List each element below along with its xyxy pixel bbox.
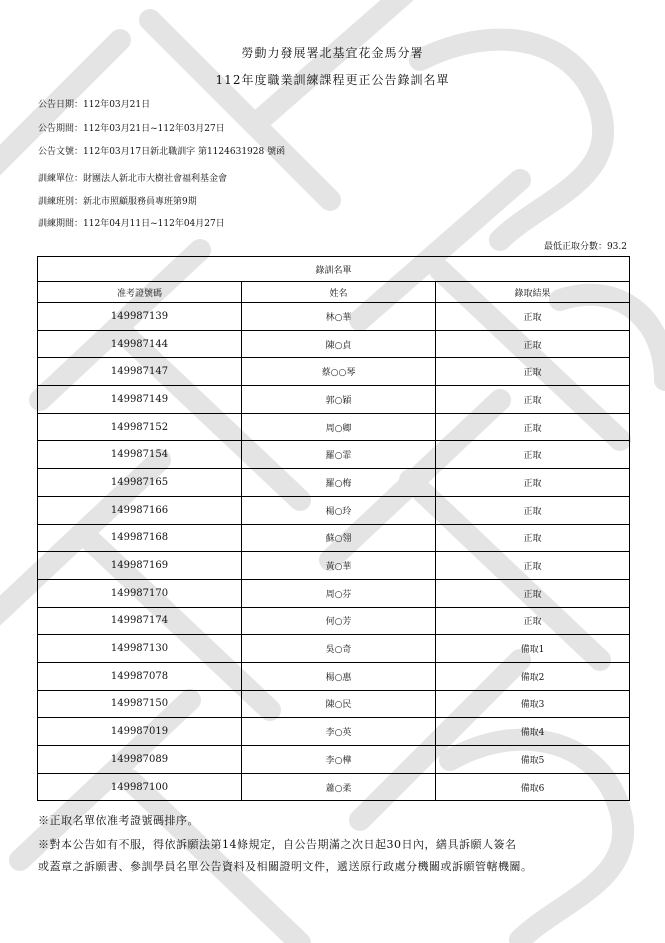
- cell-result: 備取4: [436, 718, 630, 746]
- cell-result: 備取5: [436, 746, 630, 774]
- meta-training-unit: [38, 171, 227, 184]
- cell-exam-number: 149987144: [38, 330, 242, 358]
- cell-name: 周○卿: [242, 413, 436, 441]
- cell-exam-number: 149987166: [38, 496, 242, 524]
- cell-result: 備取1: [436, 635, 630, 663]
- cell-name: 何○芳: [242, 607, 436, 635]
- cell-name: 黃○華: [242, 552, 436, 580]
- cell-exam-number: 149987089: [38, 746, 242, 774]
- header-name: 姓名: [242, 282, 436, 303]
- cell-exam-number: 149987100: [38, 773, 242, 801]
- cell-result: 正取: [436, 386, 630, 414]
- table-row: [38, 635, 630, 663]
- cell-name: 李○英: [242, 718, 436, 746]
- meta-value: 財團法人新北市大樹社會福利基金會: [83, 174, 228, 184]
- cell-result: 正取: [436, 469, 630, 497]
- meta-label: 訓練班別：: [38, 197, 84, 207]
- page-title: 112年度職業訓練課程更正公告錄訓名單: [215, 73, 450, 87]
- cell-exam-number: 149987152: [38, 413, 242, 441]
- cell-result: 正取: [436, 441, 630, 469]
- table-row: [38, 718, 630, 746]
- table-row: [38, 303, 630, 331]
- meta-value: 112年03月21日: [83, 100, 151, 110]
- cell-name: 陳○民: [242, 690, 436, 718]
- meta-value: 112年03月17日新北職訓字 第1124631928 號函: [83, 147, 286, 157]
- table-row: [38, 579, 630, 607]
- cell-result: 正取: [436, 607, 630, 635]
- cell-result: 備取2: [436, 662, 630, 690]
- cell-name: 蘇○翎: [242, 524, 436, 552]
- table-body: [38, 303, 630, 801]
- cell-result: 正取: [436, 496, 630, 524]
- cell-name: 蕭○柔: [242, 773, 436, 801]
- cell-exam-number: 149987078: [38, 662, 242, 690]
- cell-exam-number: 149987150: [38, 690, 242, 718]
- header-result: 錄取結果: [436, 282, 630, 303]
- cell-name: 林○華: [242, 303, 436, 331]
- table-row: [38, 662, 630, 690]
- cell-name: 李○樺: [242, 746, 436, 774]
- cell-result: 正取: [436, 552, 630, 580]
- table-row: [38, 441, 630, 469]
- note-appeal-line1: ※對本公告如有不服，得依訴願法第14條規定，自公告期滿之次日起30日內，繕具訴願人簽名: [38, 838, 517, 851]
- cell-exam-number: 149987154: [38, 441, 242, 469]
- cell-result: 正取: [436, 413, 630, 441]
- meta-announce-date: [38, 97, 150, 110]
- cell-name: 羅○霏: [242, 441, 436, 469]
- cell-exam-number: 149987147: [38, 358, 242, 386]
- meta-value: 112年04月11日~112年04月27日: [83, 219, 225, 229]
- admission-table: [37, 256, 630, 801]
- meta-label: 訓練單位：: [38, 174, 84, 184]
- cell-name: 楊○惠: [242, 662, 436, 690]
- cell-name: 郭○穎: [242, 386, 436, 414]
- meta-label: 公告日期：: [38, 100, 84, 110]
- cell-exam-number: 149987174: [38, 607, 242, 635]
- header-exam-number: 准考證號碼: [38, 282, 242, 303]
- cell-exam-number: 149987149: [38, 386, 242, 414]
- cell-name: 蔡○○琴: [242, 358, 436, 386]
- table-row: [38, 524, 630, 552]
- cell-exam-number: 149987019: [38, 718, 242, 746]
- table-row: [38, 386, 630, 414]
- table-row: [38, 607, 630, 635]
- min-score: 最低正取分數：93.2: [543, 242, 627, 252]
- table-row: [38, 746, 630, 774]
- cell-name: 陳○貞: [242, 330, 436, 358]
- cell-result: 正取: [436, 579, 630, 607]
- table-row: [38, 496, 630, 524]
- meta-label: 公告期間：: [38, 124, 84, 134]
- meta-label: 公告文號：: [38, 147, 84, 157]
- cell-exam-number: 149987139: [38, 303, 242, 331]
- cell-name: 周○芬: [242, 579, 436, 607]
- cell-result: 正取: [436, 358, 630, 386]
- cell-name: 楊○玲: [242, 496, 436, 524]
- meta-announce-period: [38, 121, 225, 134]
- cell-name: 羅○梅: [242, 469, 436, 497]
- cell-result: 備取3: [436, 690, 630, 718]
- table-caption: 錄訓名單: [38, 257, 630, 282]
- table-row: [38, 773, 630, 801]
- note-appeal-line2: 或蓋章之訴願書、參訓學員名單公告資料及相關證明文件，遞送原行政處分機關或訴願管轄機關。: [38, 860, 533, 873]
- cell-exam-number: 149987170: [38, 579, 242, 607]
- cell-exam-number: 149987169: [38, 552, 242, 580]
- meta-document-number: [38, 144, 285, 157]
- cell-result: 正取: [436, 330, 630, 358]
- meta-training-period: [38, 216, 225, 229]
- table-row: [38, 330, 630, 358]
- cell-exam-number: 149987165: [38, 469, 242, 497]
- table-row: [38, 469, 630, 497]
- table-row: [38, 413, 630, 441]
- meta-training-class: [38, 194, 197, 207]
- meta-label: 訓練期間：: [38, 219, 84, 229]
- cell-exam-number: 149987168: [38, 524, 242, 552]
- cell-name: 吳○奇: [242, 635, 436, 663]
- cell-exam-number: 149987130: [38, 635, 242, 663]
- agency-title: 勞動力發展署北基宜花金馬分署: [241, 46, 424, 60]
- meta-value: 新北市照顧服務員專班第9期: [83, 197, 197, 207]
- cell-result: 正取: [436, 303, 630, 331]
- table-row: [38, 552, 630, 580]
- table-row: [38, 358, 630, 386]
- meta-value: 112年03月21日~112年03月27日: [83, 124, 225, 134]
- cell-result: 正取: [436, 524, 630, 552]
- cell-result: 備取6: [436, 773, 630, 801]
- table-row: [38, 690, 630, 718]
- note-sort-order: ※正取名單依准考證號碼排序。: [38, 814, 199, 827]
